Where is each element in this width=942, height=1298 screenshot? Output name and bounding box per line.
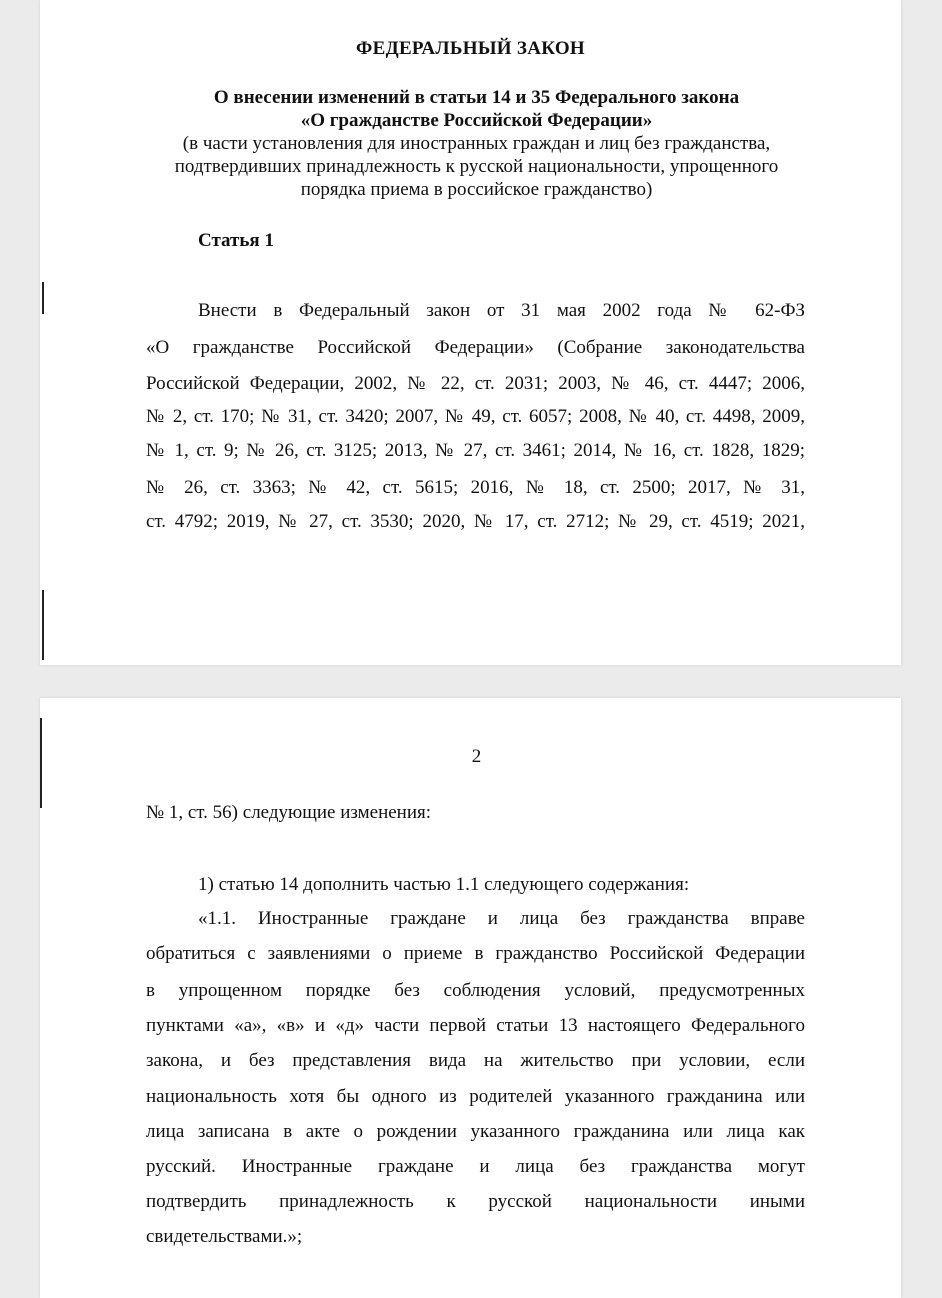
body-line: «О гражданстве Российской Федерации» (Собрание законодательства [146, 337, 805, 358]
quote-line: подтвердить принадлежность к русской национальности иными [146, 1191, 805, 1212]
subtitle-line: порядка приема в российское гражданство) [300, 179, 653, 200]
quote-line: «1.1. Иностранные граждане и лица без гражданства вправе [198, 908, 805, 929]
quote-line: свидетельствами.»; [146, 1226, 303, 1247]
scan-edge-mark [42, 282, 44, 314]
quote-line: обратиться с заявлениями о приеме в гражданство Российской Федерации [146, 943, 805, 964]
quote-line: закона, и без представления вида на жительство при условии, если [146, 1050, 805, 1071]
body-line: № 2, ст. 170; № 31, ст. 3420; 2007, № 49, ст. 6057; 2008, № 40, ст. 4498, 2009, [146, 406, 805, 427]
document-page-1 [40, 0, 901, 665]
article-heading: Статья 1 [198, 230, 274, 251]
subtitle-bold-line: О внесении изменений в статьи 14 и 35 Федерального закона [213, 87, 740, 108]
scan-edge-mark [42, 590, 44, 660]
document-page-2 [40, 698, 901, 1298]
quote-line: лица записана в акте о рождении указанного гражданина или лица как [146, 1121, 805, 1142]
body-line: ст. 4792; 2019, № 27, ст. 3530; 2020, № 17, ст. 2712; № 29, ст. 4519; 2021, [146, 511, 805, 532]
law-subtitle [40, 86, 913, 201]
body-line: Российской Федерации, 2002, № 22, ст. 2031; 2003, № 46, ст. 4447; 2006, [146, 373, 805, 394]
body-line: № 26, ст. 3363; № 42, ст. 5615; 2016, № 18, ст. 2500; 2017, № 31, [146, 477, 805, 498]
quote-line: пунктами «а», «в» и «д» части первой статьи 13 настоящего Федерального [146, 1015, 805, 1036]
subtitle-line: (в части установления для иностранных граждан и лиц без гражданства, [182, 133, 771, 154]
subtitle-bold-line: «О гражданстве Российской Федерации» [300, 110, 653, 131]
body-line: № 1, ст. 56) следующие изменения: [146, 802, 432, 823]
page-number: 2 [471, 746, 482, 767]
body-line: № 1, ст. 9; № 26, ст. 3125; 2013, № 27, ст. 3461; 2014, № 16, ст. 1828, 1829; [146, 440, 805, 461]
quote-line: русский. Иностранные граждане и лица без гражданства могут [146, 1156, 805, 1177]
list-item-intro: 1) статью 14 дополнить частью 1.1 следующего содержания: [198, 874, 690, 895]
quote-line: национальность хотя бы одного из родителей указанного гражданина или [146, 1086, 805, 1107]
law-title: ФЕДЕРАЛЬНЫЙ ЗАКОН [355, 38, 586, 59]
quote-line: в упрощенном порядке без соблюдения условий, предусмотренных [146, 980, 805, 1001]
subtitle-line: подтвердивших принадлежность к русской национальности, упрощенного [174, 156, 779, 177]
body-line: Внести в Федеральный закон от 31 мая 2002 года № 62-ФЗ [198, 300, 805, 321]
